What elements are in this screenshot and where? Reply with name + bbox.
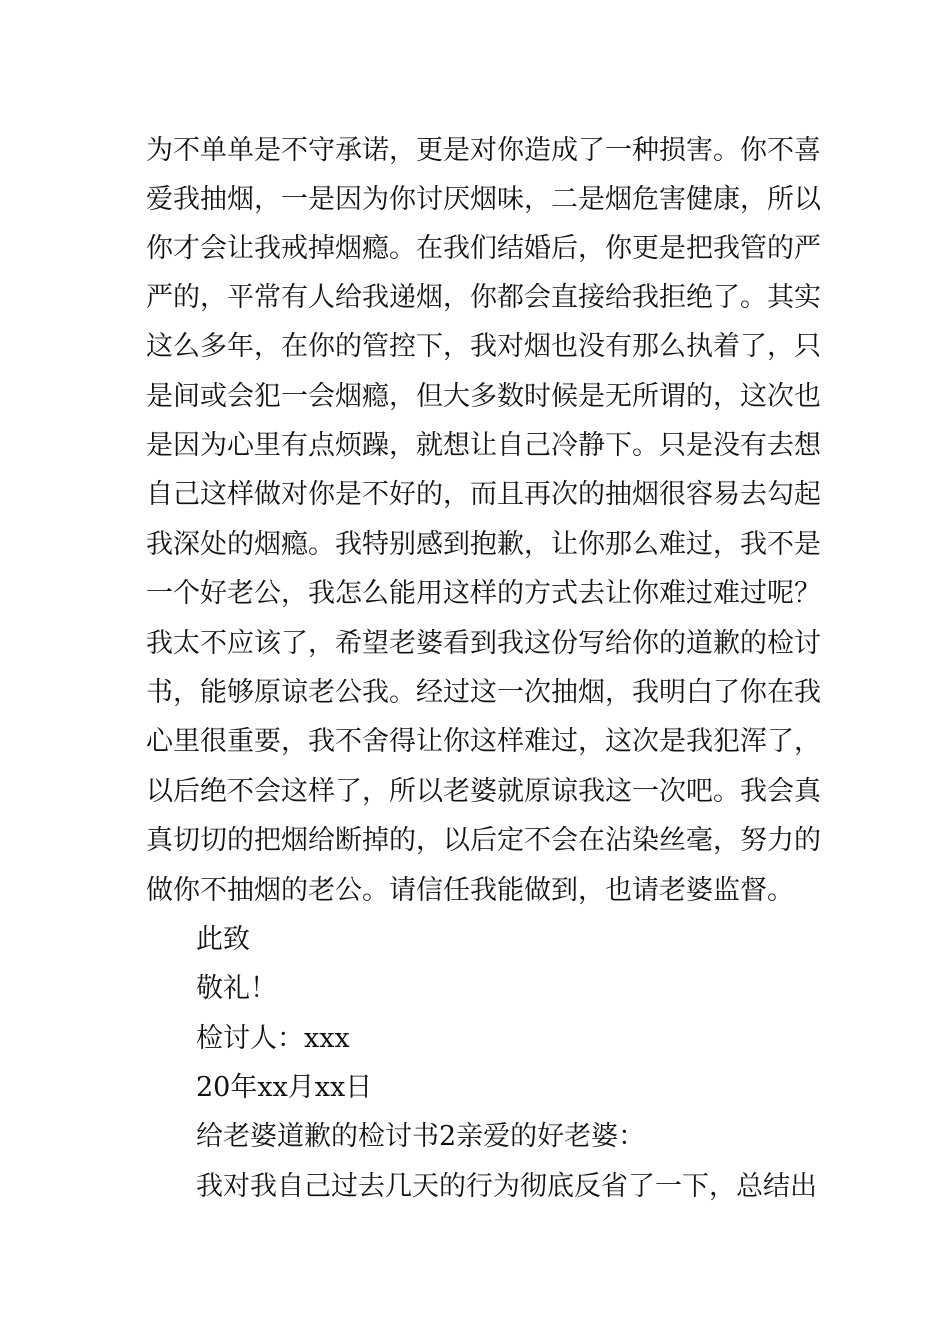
body-line: 是间或会犯一会烟瘾，但大多数时候是无所谓的，这次也 [146, 381, 821, 412]
body-line: 是因为心里有点烦躁，就想让自己冷静下。只是没有去想 [146, 430, 821, 461]
letter-date: 20年xx月xx日 [196, 1072, 373, 1103]
body-line: 自己这样做对你是不好的，而且再次的抽烟很容易去勾起 [146, 479, 821, 510]
closing-salute: 此致 [196, 924, 250, 955]
body-line: 心里很重要，我不舍得让你这样难过，这次是我犯浑了， [146, 726, 821, 757]
body-line: 这么多年，在你的管控下，我对烟也没有那么执着了，只 [146, 331, 821, 362]
body-line: 为不单单是不守承诺，更是对你造成了一种损害。你不喜 [146, 135, 821, 166]
body-line: 书，能够原谅老公我。经过这一次抽烟，我明白了你在我 [146, 677, 821, 708]
body-line: 严的，平常有人给我递烟，你都会直接给我拒绝了。其实 [146, 282, 821, 313]
body-line: 做你不抽烟的老公。请信任我能做到，也请老婆监督。 [146, 875, 794, 906]
section-heading: 给老婆道歉的检讨书2亲爱的好老婆： [196, 1121, 646, 1152]
body-line: 我太不应该了，希望老婆看到我这份写给你的道歉的检讨 [146, 628, 821, 659]
body-line: 你才会让我戒掉烟瘾。在我们结婚后，你更是把我管的严 [146, 233, 821, 264]
body-line: 一个好老公，我怎么能用这样的方式去让你难过难过呢？ [146, 578, 821, 609]
author-signature: 检讨人：xxx [196, 1023, 350, 1054]
body-line: 真切切的把烟给断掉的，以后定不会在沾染丝毫，努力的 [146, 825, 821, 856]
body-line: 以后绝不会这样了，所以老婆就原谅我这一次吧。我会真 [146, 776, 821, 807]
body-line: 我对我自己过去几天的行为彻底反省了一下，总结出 [196, 1171, 817, 1202]
closing-salute: 敬礼！ [196, 973, 277, 1004]
body-line: 我深处的烟瘾。我特别感到抱歉，让你那么难过，我不是 [146, 529, 821, 560]
body-line: 爱我抽烟，一是因为你讨厌烟味，二是烟危害健康，所以 [146, 184, 821, 215]
